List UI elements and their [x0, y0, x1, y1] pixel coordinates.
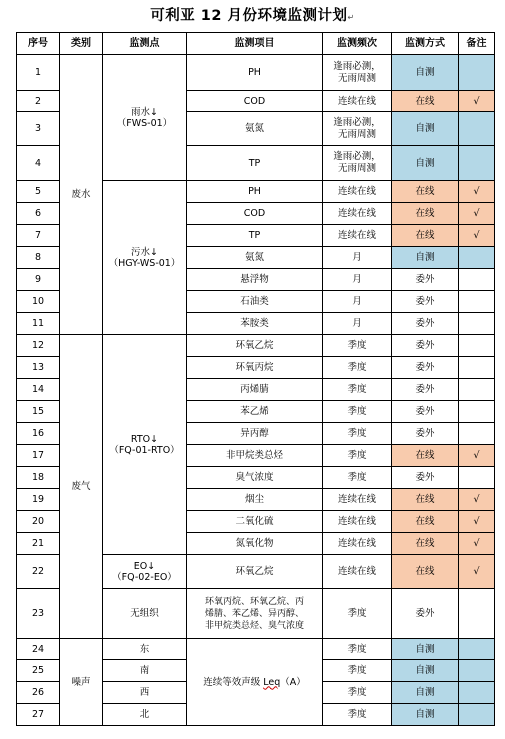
- table-row: [17, 639, 495, 660]
- note-cell: [459, 112, 495, 146]
- monitoring-frequency: 逢雨必测， 无雨周测: [323, 55, 392, 91]
- row-number: 27: [17, 704, 60, 726]
- row-number: 6: [17, 203, 60, 225]
- monitoring-item: TP: [187, 146, 323, 181]
- monitoring-method: 自测: [392, 55, 459, 91]
- header-cell: 序号: [17, 33, 60, 55]
- note-cell: [459, 313, 495, 335]
- header-cell: 监测项目: [187, 33, 323, 55]
- note-cell: [459, 269, 495, 291]
- note-cell: √: [459, 533, 495, 555]
- monitoring-frequency: 月: [323, 291, 392, 313]
- monitoring-frequency: 逢雨必测， 无雨周测: [323, 146, 392, 181]
- monitoring-method: 自测: [392, 704, 459, 726]
- monitoring-frequency: 连续在线: [323, 203, 392, 225]
- monitoring-frequency: 连续在线: [323, 511, 392, 533]
- monitoring-item: 氨氮: [187, 112, 323, 146]
- monitoring-frequency: 月: [323, 247, 392, 269]
- header-cell: 监测频次: [323, 33, 392, 55]
- row-number: 2: [17, 91, 60, 112]
- note-cell: [459, 639, 495, 660]
- monitoring-method: 委外: [392, 313, 459, 335]
- monitoring-item: 环氧丙烷、环氧乙烷、丙 烯腈、苯乙烯、异丙醇、 非甲烷类总烃、臭气浓度: [187, 589, 323, 639]
- monitoring-frequency: 连续在线: [323, 489, 392, 511]
- note-cell: √: [459, 181, 495, 203]
- monitoring-item: 苯乙烯: [187, 401, 323, 423]
- monitoring-plan-table: [16, 32, 495, 726]
- monitoring-method: 委外: [392, 401, 459, 423]
- monitoring-frequency: 季度: [323, 682, 392, 704]
- monitoring-point-cell: 北: [103, 704, 187, 726]
- monitoring-frequency: 连续在线: [323, 181, 392, 203]
- table-row: [17, 55, 495, 91]
- note-cell: √: [459, 203, 495, 225]
- monitoring-method: 自测: [392, 112, 459, 146]
- monitoring-method: 委外: [392, 467, 459, 489]
- monitoring-item: 臭气浓度: [187, 467, 323, 489]
- monitoring-frequency: 连续在线: [323, 533, 392, 555]
- monitoring-method: 在线: [392, 489, 459, 511]
- monitoring-point-cell: 东: [103, 639, 187, 660]
- row-number: 26: [17, 682, 60, 704]
- monitoring-method: 自测: [392, 639, 459, 660]
- monitoring-method: 自测: [392, 660, 459, 682]
- monitoring-item: 石油类: [187, 291, 323, 313]
- monitoring-item: 环氧丙烷: [187, 357, 323, 379]
- row-number: 8: [17, 247, 60, 269]
- monitoring-method: 在线: [392, 555, 459, 589]
- row-number: 3: [17, 112, 60, 146]
- note-cell: [459, 660, 495, 682]
- monitoring-frequency: 季度: [323, 589, 392, 639]
- monitoring-method: 委外: [392, 269, 459, 291]
- row-number: 17: [17, 445, 60, 467]
- monitoring-method: 委外: [392, 335, 459, 357]
- note-cell: [459, 589, 495, 639]
- monitoring-point-cell: 南: [103, 660, 187, 682]
- monitoring-item: TP: [187, 225, 323, 247]
- monitoring-item: PH: [187, 55, 323, 91]
- monitoring-method: 自测: [392, 146, 459, 181]
- monitoring-point-cell: 污水↓ （HGY-WS-01）: [103, 181, 187, 335]
- monitoring-item: 环氧乙烷: [187, 335, 323, 357]
- category-cell: 废气: [60, 335, 103, 639]
- note-cell: √: [459, 489, 495, 511]
- note-cell: √: [459, 445, 495, 467]
- header-cell: 备注: [459, 33, 495, 55]
- monitoring-method: 在线: [392, 91, 459, 112]
- row-number: 11: [17, 313, 60, 335]
- category-cell: 噪声: [60, 639, 103, 726]
- monitoring-item: 氨氮: [187, 247, 323, 269]
- note-cell: √: [459, 91, 495, 112]
- note-cell: [459, 704, 495, 726]
- header-cell: 监测点: [103, 33, 187, 55]
- note-cell: [459, 55, 495, 91]
- note-cell: [459, 682, 495, 704]
- note-cell: [459, 357, 495, 379]
- row-number: 20: [17, 511, 60, 533]
- monitoring-item: 连续等效声级 Leq（A）: [187, 639, 323, 726]
- note-cell: [459, 379, 495, 401]
- monitoring-method: 委外: [392, 379, 459, 401]
- monitoring-item: 丙烯腈: [187, 379, 323, 401]
- row-number: 4: [17, 146, 60, 181]
- monitoring-item: 二氧化硫: [187, 511, 323, 533]
- monitoring-frequency: 连续在线: [323, 91, 392, 112]
- monitoring-item: 异丙醇: [187, 423, 323, 445]
- page-title: 可利亚 12 月份环境监测计划↵: [150, 8, 355, 24]
- row-number: 16: [17, 423, 60, 445]
- row-number: 18: [17, 467, 60, 489]
- monitoring-frequency: 逢雨必测， 无雨周测: [323, 112, 392, 146]
- monitoring-item: 非甲烷类总烃: [187, 445, 323, 467]
- row-number: 24: [17, 639, 60, 660]
- row-number: 7: [17, 225, 60, 247]
- monitoring-method: 在线: [392, 533, 459, 555]
- note-cell: [459, 335, 495, 357]
- note-cell: √: [459, 225, 495, 247]
- monitoring-method: 在线: [392, 181, 459, 203]
- row-number: 1: [17, 55, 60, 91]
- monitoring-method: 在线: [392, 225, 459, 247]
- monitoring-method: 在线: [392, 203, 459, 225]
- row-number: 23: [17, 589, 60, 639]
- row-number: 10: [17, 291, 60, 313]
- monitoring-frequency: 季度: [323, 445, 392, 467]
- monitoring-method: 自测: [392, 247, 459, 269]
- monitoring-item: COD: [187, 91, 323, 112]
- note-cell: [459, 247, 495, 269]
- monitoring-frequency: 季度: [323, 335, 392, 357]
- row-number: 21: [17, 533, 60, 555]
- monitoring-item: 氮氧化物: [187, 533, 323, 555]
- monitoring-frequency: 季度: [323, 704, 392, 726]
- monitoring-frequency: 季度: [323, 639, 392, 660]
- monitoring-point-cell: EO↓ （FQ-02-EO）: [103, 555, 187, 589]
- monitoring-frequency: 月: [323, 269, 392, 291]
- note-cell: [459, 146, 495, 181]
- row-number: 22: [17, 555, 60, 589]
- note-cell: [459, 401, 495, 423]
- row-number: 13: [17, 357, 60, 379]
- header-cell: 监测方式: [392, 33, 459, 55]
- monitoring-frequency: 季度: [323, 660, 392, 682]
- row-number: 19: [17, 489, 60, 511]
- note-cell: [459, 467, 495, 489]
- row-number: 5: [17, 181, 60, 203]
- monitoring-frequency: 连续在线: [323, 555, 392, 589]
- monitoring-method: 委外: [392, 423, 459, 445]
- monitoring-item: 环氧乙烷: [187, 555, 323, 589]
- monitoring-method: 在线: [392, 445, 459, 467]
- monitoring-method: 在线: [392, 511, 459, 533]
- monitoring-frequency: 月: [323, 313, 392, 335]
- monitoring-frequency: 季度: [323, 467, 392, 489]
- monitoring-frequency: 季度: [323, 357, 392, 379]
- row-number: 14: [17, 379, 60, 401]
- monitoring-point-cell: RTO↓ （FQ-01-RTO）: [103, 335, 187, 555]
- row-number: 15: [17, 401, 60, 423]
- monitoring-item: COD: [187, 203, 323, 225]
- monitoring-frequency: 季度: [323, 379, 392, 401]
- row-number: 25: [17, 660, 60, 682]
- note-cell: √: [459, 555, 495, 589]
- table-header-row: [17, 33, 495, 55]
- monitoring-item: PH: [187, 181, 323, 203]
- row-number: 12: [17, 335, 60, 357]
- monitoring-method: 委外: [392, 589, 459, 639]
- note-cell: [459, 291, 495, 313]
- note-cell: √: [459, 511, 495, 533]
- monitoring-method: 委外: [392, 291, 459, 313]
- header-cell: 类别: [60, 33, 103, 55]
- monitoring-point-cell: 无组织: [103, 589, 187, 639]
- monitoring-item: 苯胺类: [187, 313, 323, 335]
- monitoring-item: 悬浮物: [187, 269, 323, 291]
- note-cell: [459, 423, 495, 445]
- monitoring-frequency: 季度: [323, 401, 392, 423]
- category-cell: 废水: [60, 55, 103, 335]
- monitoring-point-cell: 西: [103, 682, 187, 704]
- monitoring-point-cell: 雨水↓ （FWS-01）: [103, 55, 187, 181]
- table-row: [17, 335, 495, 357]
- monitoring-item: 烟尘: [187, 489, 323, 511]
- monitoring-method: 自测: [392, 682, 459, 704]
- monitoring-method: 委外: [392, 357, 459, 379]
- monitoring-frequency: 连续在线: [323, 225, 392, 247]
- row-number: 9: [17, 269, 60, 291]
- monitoring-frequency: 季度: [323, 423, 392, 445]
